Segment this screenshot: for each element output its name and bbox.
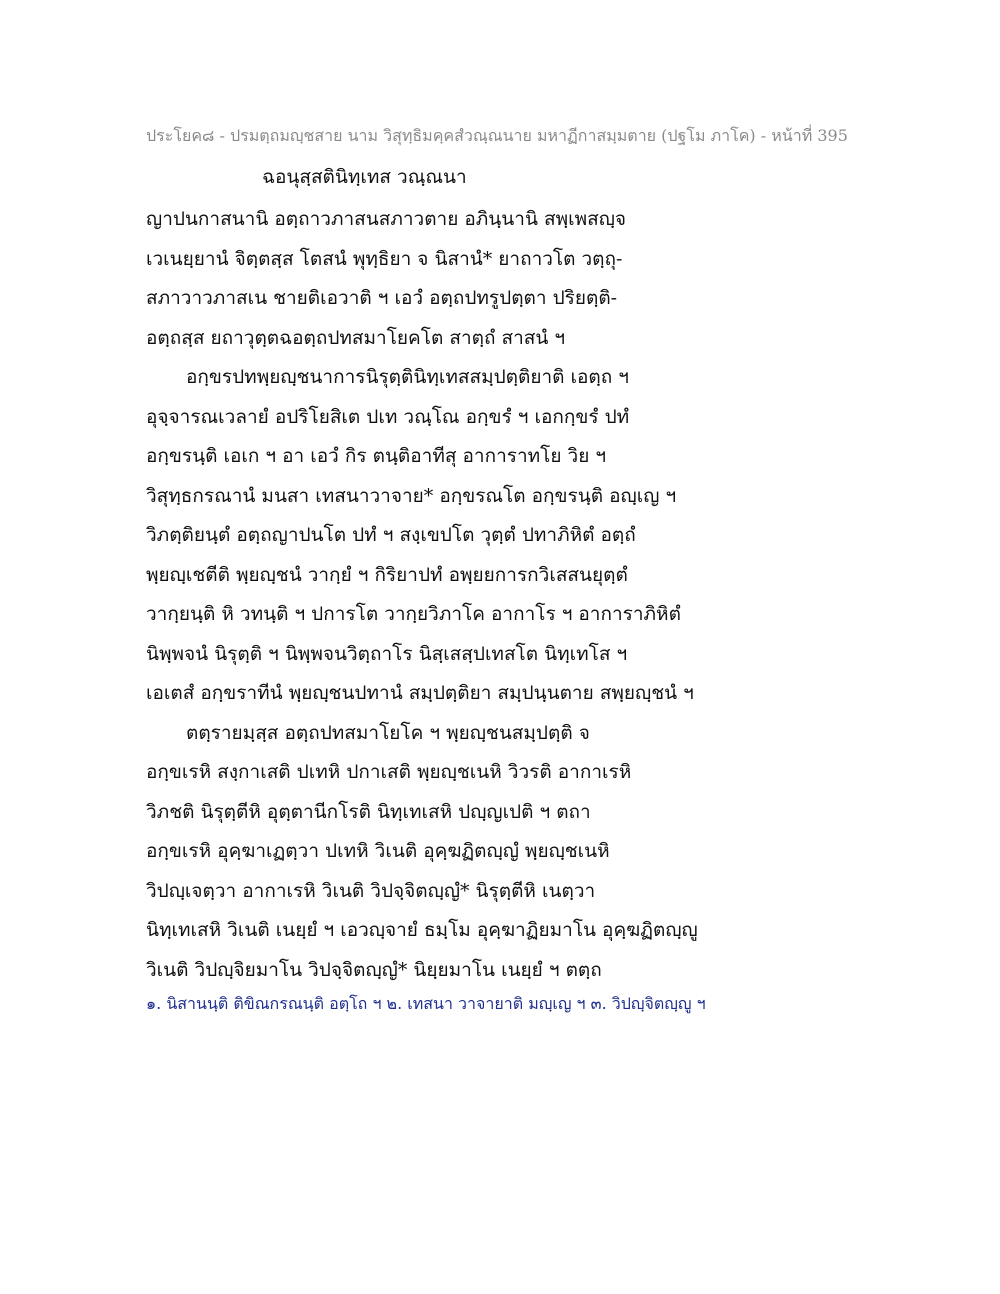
text-line: วิภตฺติยนฺตํ อตฺถญาปนโต ปทํ ฯ สงฺเขปโต วุตฺตํ ปทาภิหิตํ อตฺถํ [146,524,636,546]
text-line: อกฺขเรหิ สงฺกาเสติ ปเทหิ ปกาเสติ พฺยญฺชเนหิ วิวรติ อากาเรหิ [146,761,632,783]
text-line: ญาปนกาสนานิ อตฺถาวภาสนสภาวตาย อภินฺนานิ สพฺเพสญฺจ [146,208,627,230]
text-line: อกฺขรปทพฺยญฺชนาการนิรุตฺตินิทฺเทสสมฺปตฺติยาติ เอตฺถ ฯ [186,366,629,388]
text-line: วิปญฺเจตฺวา อากาเรหิ วิเนติ วิปจฺจิตญฺญํ* นิรุตฺตีหิ เนตฺวา [146,879,596,902]
text-line: อตฺถสฺส ยถาวุตฺตฉอตฺถปทสมาโยคโต สาตฺถํ สาสนํ ฯ [146,326,566,349]
text-line: อกฺขเรหิ อุคฺฆาเฏตฺวา ปเทหิ วิเนติ อุคฺฆฏิตญฺญํ พฺยญฺชเนหิ [146,840,610,862]
text-line: เอเตสํ อกฺขราทีนํ พฺยญฺชนปทานํ สมฺปตฺติยา สมฺปนฺนตาย สพฺยญฺชนํ ฯ [146,682,694,704]
text-line: วากฺยนฺติ หิ วทนฺติ ฯ ปการโต วากฺยวิภาโค อากาโร ฯ อาการาภิหิตํ [146,603,681,625]
page-header: ประโยค๘ - ปรมตฺถมญฺชสาย นาม วิสุทฺธิมคฺคสํวณฺณนาย มหาฏีกาสมฺมตาย (ปฐโม ภาโค) - หน้าที่ 395 [146,126,848,145]
text-line: พฺยญฺเชตีติ พฺยญฺชนํ วากฺยํ ฯ กิริยาปทํ อพฺยยการกวิเสสนยุตฺตํ [146,563,628,586]
text-line: ตตฺรายมฺสฺส อตฺถปทสมาโยโค ฯ พฺยญฺชนสมฺปตฺติ จ [186,721,590,744]
section-title: ฉอนุสฺสตินิทฺเทส วณฺณนา [262,166,467,188]
text-line: อุจฺจารณเวลายํ อปริโยสิเต ปเท วณฺโณ อกฺขรํ ฯ เอกกฺขรํ ปทํ [146,405,630,428]
text-line: สภาวาวภาสเน ชายติเอวาติ ฯ เอวํ อตฺถปทรูปตฺตา ปริยตฺติ- [146,287,618,309]
footnote: ๑. นิสานนฺติ ติขิณกรณนฺติ อตฺโถ ฯ ๒. เทสนา วาจายาติ มญฺเญ ฯ ๓. วิปญฺจิตญฺญู ฯ [146,994,706,1013]
text-line: อกฺขรนฺติ เอเก ฯ อา เอวํ กิร ตนฺติอาทีสุ อาการาทโย วิย ฯ [146,445,607,467]
text-line: นิพฺพจนํ นิรุตฺติ ฯ นิพฺพจนวิตฺถาโร นิสฺเสสฺปเทสโต นิทฺเทโส ฯ [146,642,628,665]
text-line: วิเนติ วิปญฺจิยมาโน วิปจฺจิตญฺญํ* นิยฺยมาโน เนยฺยํ ฯ ตตฺถ [146,958,602,981]
text-line: นิทฺเทเสหิ วิเนติ เนยฺยํ ฯ เอวญฺจายํ ธมฺโม อุคฺฆาฏิยมาโน อุคฺฆฏิตญฺญู [146,919,698,941]
text-line: เวเนยฺยานํ จิตฺตสฺส โตสนํ พุทฺธิยา จ นิสานํ* ยาถาวโต วตฺถุ- [146,247,623,270]
text-line: วิสุทฺธกรณานํ มนสา เทสนาวาจาย* อกฺขรณโต อกฺขรนฺติ อญฺเญ ฯ [146,484,677,507]
body-text [146,200,746,990]
text-line: วิภชติ นิรุตฺตีหิ อุตฺตานีกโรติ นิทฺเทเสหิ ปญฺญเปติ ฯ ตถา [146,800,591,823]
